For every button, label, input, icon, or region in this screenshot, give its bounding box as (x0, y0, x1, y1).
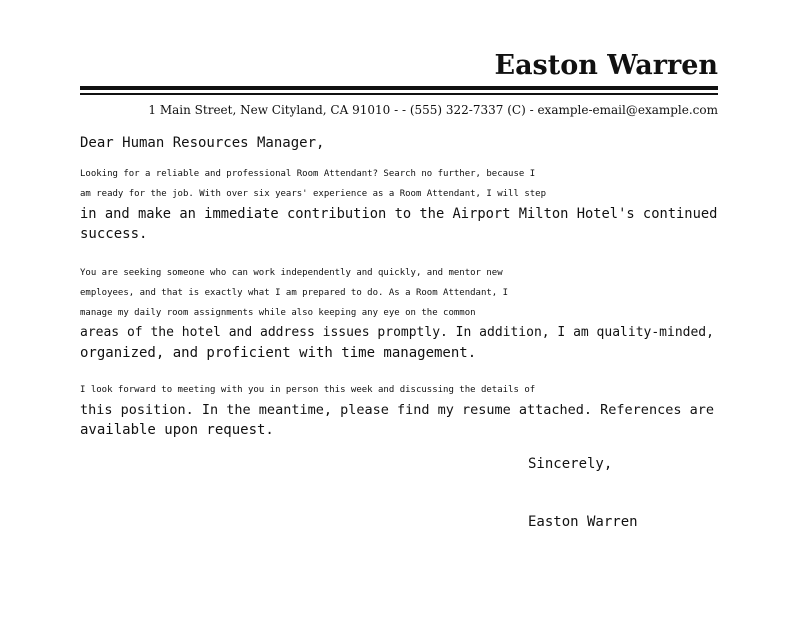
letter-paragraph-1 (80, 164, 717, 244)
paragraph-line: manage my daily room assignments while also keeping any eye on the common (80, 308, 476, 318)
paragraph-line: employees, and that is exactly what I am prepared to do. As a Room Attendant, I (80, 288, 509, 298)
paragraph-line: areas of the hotel and address issues promptly. In addition, I am quality-minded, (80, 325, 714, 340)
paragraph-line: I look forward to meeting with you in person this week and discussing the details of (80, 385, 536, 395)
paragraph-line: organized, and proficient with time management. (80, 345, 477, 361)
header-rule-thick (80, 86, 718, 90)
header-rule-thin (80, 93, 718, 95)
paragraph-line: this position. In the meantime, please find my resume attached. References are (80, 402, 714, 418)
closing: Sincerely, (528, 456, 613, 472)
applicant-name-heading: Easton Warren (494, 50, 718, 81)
contact-info-line: 1 Main Street, New Cityland, CA 91010 - - (555) 322-7337 (C) - example-email@example.com (148, 103, 718, 117)
paragraph-line: am ready for the job. With over six years' experience as a Room Attendant, I will step (80, 189, 546, 199)
paragraph-line: available upon request. (80, 422, 274, 438)
paragraph-line: success. (80, 226, 148, 242)
letter-paragraph-3 (80, 380, 714, 440)
letter-paragraph-2 (80, 263, 714, 363)
paragraph-line: You are seeking someone who can work independently and quickly, and mentor new (80, 268, 503, 278)
salutation: Dear Human Resources Manager, (80, 135, 325, 151)
signature-name: Easton Warren (528, 514, 638, 530)
paragraph-line: in and make an immediate contribution to the Airport Milton Hotel's continued (80, 206, 718, 222)
paragraph-line: Looking for a reliable and professional Room Attendant? Search no further, because I (80, 169, 536, 179)
